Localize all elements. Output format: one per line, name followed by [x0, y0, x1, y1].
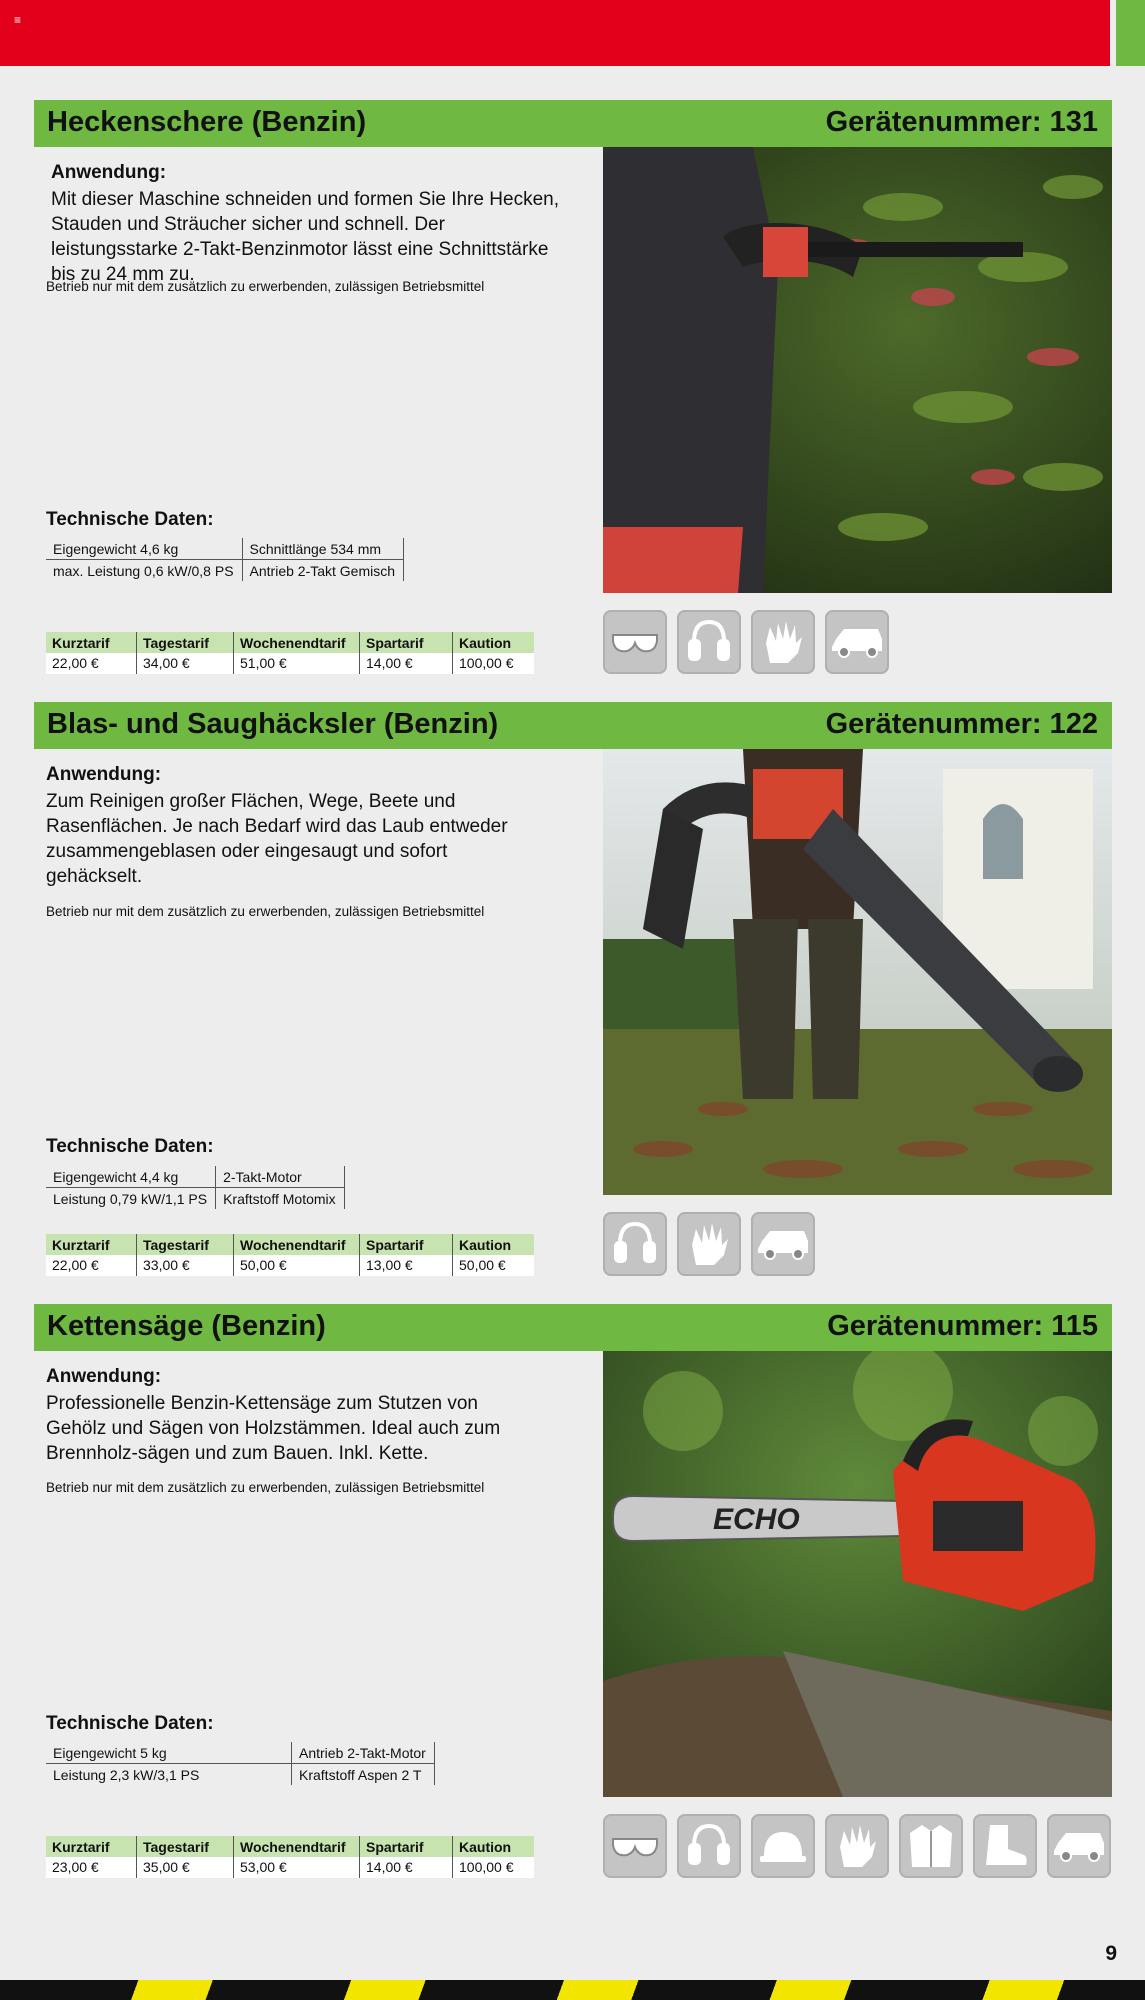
price-cell: 35,00 €: [137, 1857, 234, 1878]
price-header: Tagestarif: [137, 1234, 234, 1255]
operating-note: Betrieb nur mit dem zusätzlich zu erwerbenden, zulässigen Betriebsmittel: [46, 904, 485, 919]
section-header: [34, 1304, 1112, 1351]
ear-protection-icon: [677, 1814, 741, 1878]
application-label: Anwendung:: [51, 162, 167, 183]
tech-data-label: Technische Daten:: [46, 1136, 214, 1157]
price-header: Kurztarif: [46, 632, 137, 653]
price-header: Wochenendtarif: [234, 1234, 360, 1255]
car-icon: [1047, 1814, 1111, 1878]
operating-note: Betrieb nur mit dem zusätzlich zu erwerbenden, zulässigen Betriebsmittel: [46, 279, 485, 294]
price-header: Kaution: [453, 632, 535, 653]
price-cell: 34,00 €: [137, 653, 234, 674]
price-cell: 100,00 €: [453, 1857, 535, 1878]
application-text: Zum Reinigen großer Flächen, Wege, Beete und Rasenflächen. Je nach Bedarf wird das Laub entweder zusammengeblasen oder eingesaugt und sofort gehäckselt.: [46, 791, 508, 887]
ear-protection-icon: [603, 1212, 667, 1276]
tech-cell: Leistung 0,79 kW/1,1 PS: [46, 1188, 216, 1210]
safety-glasses-icon: [603, 610, 667, 674]
tech-cell: Leistung 2,3 kW/3,1 PS: [46, 1764, 292, 1786]
hazard-stripe: [0, 1980, 1145, 2000]
price-header: Kurztarif: [46, 1836, 137, 1857]
tech-data-label: Technische Daten:: [46, 1713, 214, 1734]
price-header: Spartarif: [360, 1234, 453, 1255]
saw-brand-label: ECHO: [713, 1503, 800, 1536]
page-number: 9: [1105, 1942, 1117, 1965]
tech-cell: Eigengewicht 4,6 kg: [46, 538, 242, 560]
price-table: [46, 632, 534, 674]
tech-cell: max. Leistung 0,6 kW/0,8 PS: [46, 560, 242, 582]
tech-cell: 2-Takt-Motor: [216, 1166, 345, 1188]
tech-cell: Kraftstoff Aspen 2 T: [292, 1764, 435, 1786]
tech-data-label: Technische Daten:: [46, 509, 214, 530]
tech-data-table: [46, 1166, 345, 1209]
device-number: Gerätenummer: 115: [827, 1310, 1098, 1342]
price-header: Kaution: [453, 1234, 535, 1255]
jacket-icon: [899, 1814, 963, 1878]
menu-icon[interactable]: ≡: [14, 13, 22, 27]
price-header: Spartarif: [360, 1836, 453, 1857]
product-title: Blas- und Saughäcksler (Benzin): [47, 708, 499, 740]
price-cell: 50,00 €: [234, 1255, 360, 1276]
car-icon: [751, 1212, 815, 1276]
price-cell: 33,00 €: [137, 1255, 234, 1276]
safety-icons: [603, 1212, 815, 1276]
top-bar-accent: [1116, 0, 1145, 66]
safety-icons: [603, 1814, 1111, 1878]
device-number: Gerätenummer: 122: [825, 708, 1098, 740]
tech-cell: Eigengewicht 4,4 kg: [46, 1166, 216, 1188]
price-cell: 14,00 €: [360, 1857, 453, 1878]
car-icon: [825, 610, 889, 674]
tech-cell: Eigengewicht 5 kg: [46, 1742, 292, 1764]
glove-icon: [677, 1212, 741, 1276]
price-cell: 100,00 €: [453, 653, 535, 674]
glove-icon: [825, 1814, 889, 1878]
price-header: Tagestarif: [137, 632, 234, 653]
top-bar: [0, 0, 1110, 66]
price-cell: 14,00 €: [360, 653, 453, 674]
tech-data-table: [46, 538, 404, 581]
tech-cell: Antrieb 2-Takt-Motor: [292, 1742, 435, 1764]
device-number: Gerätenummer: 131: [825, 106, 1098, 138]
price-table: [46, 1234, 534, 1276]
product-title: Kettensäge (Benzin): [47, 1310, 326, 1342]
application-text: Professionelle Benzin-Kettensäge zum Stutzen von Gehölz und Sägen von Holzstämmen. Ideal auch zum Brennholz-sägen und zum Bauen. Inkl. Kette.: [46, 1393, 501, 1464]
product-photo: [603, 147, 1112, 593]
price-cell: 13,00 €: [360, 1255, 453, 1276]
price-cell: 22,00 €: [46, 1255, 137, 1276]
price-cell: 23,00 €: [46, 1857, 137, 1878]
safety-glasses-icon: [603, 1814, 667, 1878]
price-header: Wochenendtarif: [234, 1836, 360, 1857]
price-header: Tagestarif: [137, 1836, 234, 1857]
tech-cell: Kraftstoff Motomix: [216, 1188, 345, 1210]
helmet-icon: [751, 1814, 815, 1878]
product-section-blower: [34, 702, 1112, 1287]
product-title: Heckenschere (Benzin): [47, 106, 367, 138]
price-header: Spartarif: [360, 632, 453, 653]
tech-data-table: [46, 1742, 435, 1785]
boot-icon: [973, 1814, 1037, 1878]
product-section-hedge-trimmer: [34, 100, 1112, 685]
price-cell: 50,00 €: [453, 1255, 535, 1276]
product-photo: [603, 1351, 1112, 1797]
tech-cell: Antrieb 2-Takt Gemisch: [242, 560, 404, 582]
application-label: Anwendung:: [46, 764, 162, 785]
price-header: Wochenendtarif: [234, 632, 360, 653]
section-header: [34, 100, 1112, 147]
glove-icon: [751, 610, 815, 674]
safety-icons: [603, 610, 889, 674]
product-photo: [603, 749, 1112, 1195]
application-label: Anwendung:: [46, 1366, 162, 1387]
price-cell: 53,00 €: [234, 1857, 360, 1878]
tech-cell: Schnittlänge 534 mm: [242, 538, 404, 560]
price-header: Kaution: [453, 1836, 535, 1857]
price-cell: 51,00 €: [234, 653, 360, 674]
product-section-chainsaw: [34, 1304, 1112, 1889]
price-cell: 22,00 €: [46, 653, 137, 674]
section-header: [34, 702, 1112, 749]
price-header: Kurztarif: [46, 1234, 137, 1255]
price-table: [46, 1836, 534, 1878]
operating-note: Betrieb nur mit dem zusätzlich zu erwerbenden, zulässigen Betriebsmittel: [46, 1480, 485, 1495]
ear-protection-icon: [677, 610, 741, 674]
application-text: Mit dieser Maschine schneiden und formen Sie Ihre Hecken, Stauden und Sträucher sicher und schnell. Der leistungsstarke 2-Takt-Benzinmotor lässt eine Schnittstärke bis zu 24 mm zu.: [51, 189, 559, 285]
